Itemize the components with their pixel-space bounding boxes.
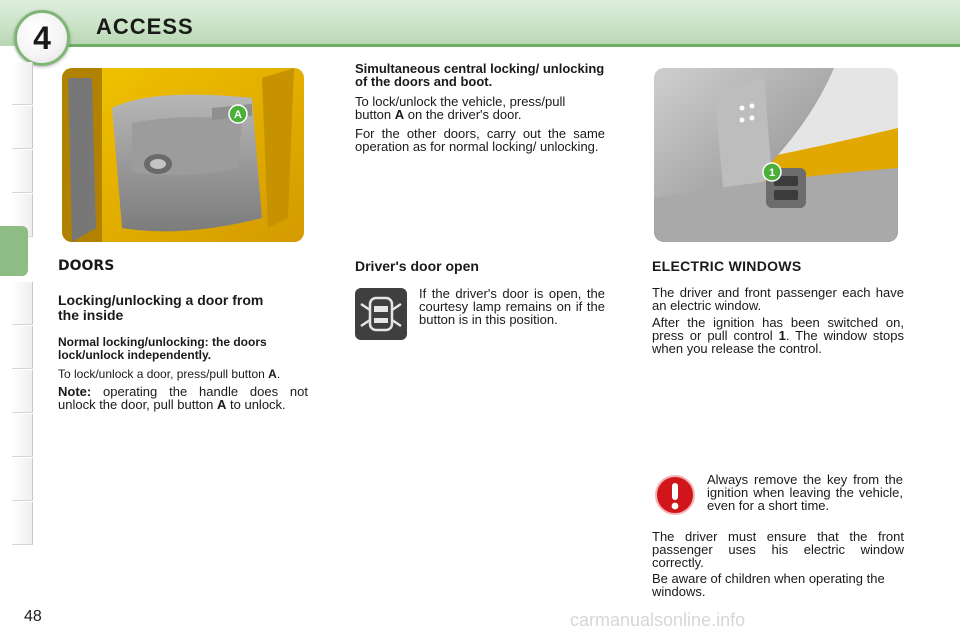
note-paragraph bbox=[58, 385, 308, 411]
window-control-illustration bbox=[654, 68, 898, 242]
page-number: 48 bbox=[24, 608, 42, 625]
text-run: . The window stops when you release the control. bbox=[652, 328, 904, 356]
side-tab[interactable] bbox=[12, 106, 33, 149]
text-run: to unlock. bbox=[226, 397, 286, 412]
side-tab[interactable] bbox=[12, 414, 33, 457]
door-interior-illustration bbox=[62, 68, 304, 242]
page-title: ACCESS bbox=[96, 14, 194, 39]
central-locking-paragraph-2: For the other doors, carry out the same operation as for normal locking/ unlocking. bbox=[355, 126, 605, 154]
chapter-number-badge: 4 bbox=[14, 10, 70, 66]
side-tab-active[interactable] bbox=[0, 226, 28, 276]
side-tab[interactable] bbox=[12, 370, 33, 413]
side-tab[interactable] bbox=[12, 458, 33, 501]
side-tab[interactable] bbox=[12, 150, 33, 193]
header-rule bbox=[60, 44, 960, 47]
text-run: A bbox=[268, 367, 277, 381]
electric-windows-heading: ELECTRIC WINDOWS bbox=[652, 258, 802, 274]
central-locking-paragraph-1 bbox=[355, 95, 605, 121]
text-run: To lock/unlock a door, press/pull button bbox=[58, 367, 265, 381]
text-run: After the ignition has been switched on, press or pull control bbox=[652, 315, 904, 343]
text-run: operating the handle does not unlock the door, pull button bbox=[58, 384, 308, 412]
text-run: 1 bbox=[778, 328, 786, 343]
electric-windows-paragraph-2 bbox=[652, 316, 904, 355]
side-tab[interactable] bbox=[12, 62, 33, 105]
chapter-side-tabs bbox=[0, 62, 34, 574]
text-run: To lock/unlock the vehicle, press/pull button bbox=[355, 94, 566, 122]
side-tab[interactable] bbox=[12, 502, 33, 545]
door-open-text: If the driver's door is open, the courtesy lamp remains on if the button is in this position. bbox=[419, 286, 605, 327]
side-tab[interactable] bbox=[12, 282, 33, 325]
drivers-door-open-heading: Driver's door open bbox=[355, 258, 479, 274]
locking-inside-subheading: Locking/unlocking a door from the inside bbox=[58, 292, 264, 323]
warning-text: Always remove the key from the ignition when leaving the vehicle, even for a short time. bbox=[707, 472, 903, 513]
electric-windows-paragraph-1: The driver and front passenger each have an electric window. bbox=[652, 285, 904, 313]
electric-windows-paragraph-4: Be aware of children when operating the windows. bbox=[652, 571, 885, 599]
watermark: carmanualsonline.info bbox=[570, 610, 746, 630]
callout-label-1: 1 bbox=[768, 167, 776, 179]
door-open-lamp-icon bbox=[355, 288, 407, 340]
warning-exclamation-icon bbox=[654, 474, 696, 516]
electric-windows-paragraph-3: The driver must ensure that the front passenger uses his electric window correctly. bbox=[652, 529, 904, 570]
side-tab[interactable] bbox=[12, 326, 33, 369]
central-locking-block bbox=[355, 62, 605, 153]
text-run: on the driver's door. bbox=[404, 107, 522, 122]
doors-heading: DOORS bbox=[58, 258, 115, 274]
central-locking-heading: Simultaneous central locking/ unlocking of the doors and boot. bbox=[355, 61, 605, 89]
text-run: A bbox=[394, 107, 405, 122]
note-label: Note: bbox=[58, 384, 92, 399]
callout-label-a: A bbox=[234, 109, 242, 121]
normal-locking-bold: Normal locking/unlocking: the doors lock/unlock independently. bbox=[58, 335, 267, 362]
lock-instruction: To lock/unlock a door, press/pull button A. bbox=[58, 367, 281, 381]
text-run: A bbox=[217, 397, 227, 412]
